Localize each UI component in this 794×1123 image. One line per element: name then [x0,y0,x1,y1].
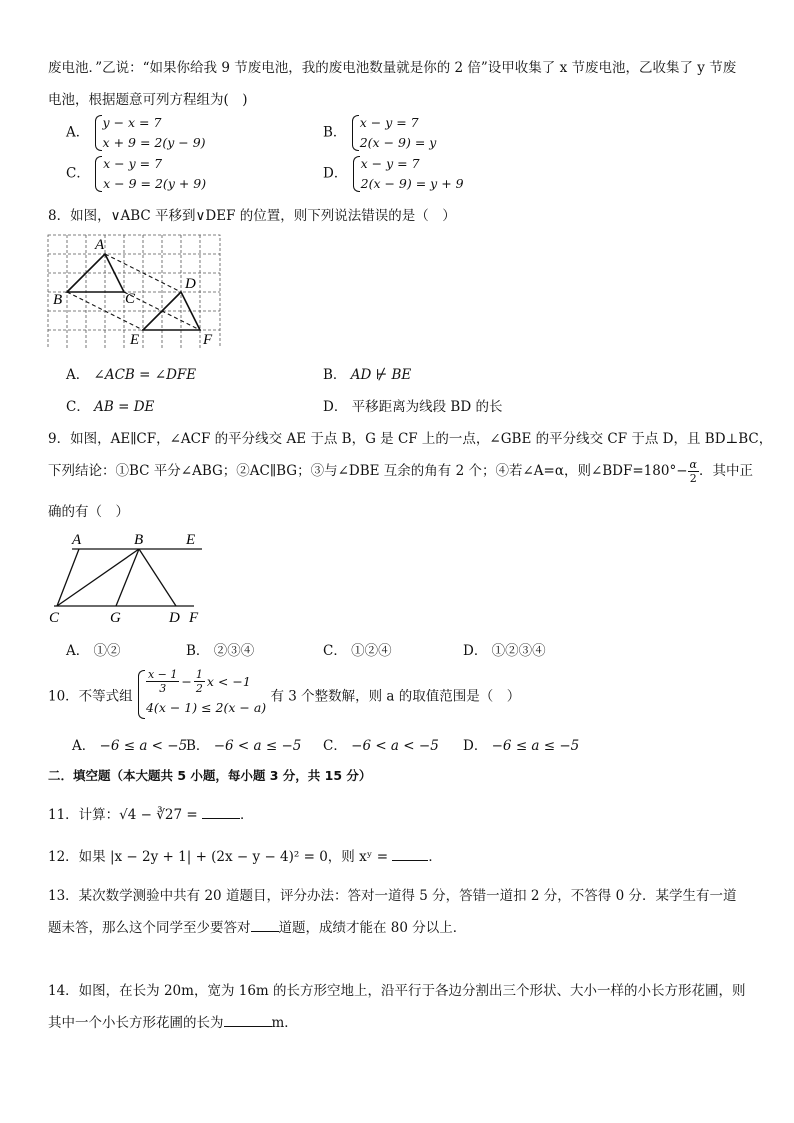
option-label: A． [66,367,90,383]
equation: 2(x − 9) = y [359,135,437,150]
q9-figure [44,530,214,626]
option-label: B． [186,643,210,659]
equation-system [94,113,206,153]
q13-line2-text: 题未答，那么这个同学至少要答对 [48,920,251,936]
fraction-denominator: 2 [195,682,203,695]
answer-blank[interactable] [392,860,428,861]
option-label: D． [323,165,348,182]
q10-option-a[interactable] [72,734,187,754]
point-label-e: E [130,332,140,348]
option-label: B． [323,367,347,383]
option-text: ②③④ [213,643,255,659]
q9-line1: 9．如图，AE∥CF，∠ACF 的平分线交 AE 于点 B，G 是 CF 上的一点，∠GBE 的平分线交 CF 于点 D，且 BD⊥BC， [48,431,773,447]
option-label: A． [66,643,90,659]
option-text: ①② [93,643,121,659]
option-text: −6 ≤ a ≤ −5 [491,738,580,754]
q8-stem: 8．如图，∨ABC 平移到∨DEF 的位置，则下列说法错误的是（ ） [48,208,456,224]
option-label: B． [186,738,210,754]
option-label: C． [323,643,347,659]
point-label-a: A [72,532,82,548]
q11 [48,803,253,823]
q7-option-d[interactable] [323,154,464,194]
q14-line2 [48,1011,298,1031]
q9-line2-tail: ．其中正 [698,463,753,479]
q14-line2-tail: m． [271,1015,298,1031]
option-label: A． [66,124,90,141]
point-label-c: C [49,610,60,626]
q8-figure [44,230,226,348]
q9-line2 [48,458,753,485]
fraction-denominator: 3 [159,682,167,695]
q13-line1: 13．某次数学测验中共有 20 道题目，评分办法：答对一道得 5 分，答错一道扣 2 分，不答得 0 分．某学生有一道 [48,888,737,904]
option-label: B． [323,124,347,141]
equation: 2(x − 9) = y + 9 [360,176,464,191]
inequality-tail: x < −1 [206,673,251,689]
option-label: C． [66,399,90,415]
point-label-a: A [95,237,105,253]
point-label-d: D [185,276,196,292]
option-text: −6 < a < −5 [351,738,439,754]
option-text: AB = DE [94,399,155,415]
q13-line2-tail: 道题，成绩才能在 80 分以上． [278,920,467,936]
q9-option-d[interactable] [463,639,546,659]
option-label: A． [72,738,96,754]
q7-option-a[interactable] [66,113,206,153]
q10-option-c[interactable] [323,734,439,754]
option-label: C． [323,738,347,754]
q8-option-b[interactable] [323,363,411,383]
option-label: D． [463,643,488,659]
q9-option-c[interactable] [323,639,392,659]
equation: y − x = 7 [102,115,162,130]
option-text: ①②③④ [491,643,546,659]
q14-line1: 14．如图，在长为 20m，宽为 16m 的长方形空地上，沿平行于各边分割出三个形状、大小一样的小长方形花圃，则 [48,983,746,999]
operator: − [181,673,192,689]
point-label-d: D [169,610,180,626]
q10-option-d[interactable] [463,734,579,754]
option-text: −6 < a ≤ −5 [213,738,302,754]
segment-ac [57,549,79,606]
answer-blank[interactable] [224,1026,272,1027]
equation: x − y = 7 [103,156,163,171]
inequality-1 [146,668,266,695]
option-label: D． [323,399,348,415]
option-text: ∠ACB = ∠DFE [93,367,197,383]
option-text: ①②④ [351,643,392,659]
q9-line2-text: 下列结论：①BC 平分∠ABG；②AC∥BG；③与∠DBE 互余的角有 2 个；④若∠A=α，则∠BDF=180°− [48,463,688,479]
fraction [194,668,205,695]
point-label-e: E [186,532,196,548]
point-label-g: G [110,610,121,626]
fraction-denominator: 2 [689,472,697,485]
q11-end: ． [239,807,254,823]
option-label: C． [66,165,90,182]
equation: x − 9 = 2(y + 9) [103,176,207,191]
fraction [688,458,699,485]
option-label: D． [463,738,488,754]
q10-stem [48,668,520,721]
q11-text: 11．计算：√4 − ∛27 = [48,807,198,823]
q7-option-b[interactable] [323,113,436,153]
triangle-def [143,292,200,330]
segment-bc [57,549,139,606]
option-text: AD ⊬ BE [350,367,412,383]
answer-blank[interactable] [202,818,240,819]
fraction-numerator: x − 1 [147,668,178,681]
q12-end: ． [428,849,442,865]
point-label-f: F [189,610,199,626]
equation-system [352,154,464,194]
option-text: −6 ≤ a < −5 [99,738,188,754]
q7-option-c[interactable] [66,154,206,194]
q9-option-a[interactable] [66,639,121,659]
q7-line1: 废电池．”乙说：“如果你给我 9 节废电池，我的废电池数量就是你的 2 倍”设甲收集了 x 节废电池，乙收集了 y 节废 [48,60,737,76]
q8-option-c[interactable] [66,395,154,415]
q10-suffix: 有 3 个整数解，则 a 的取值范围是（ ） [270,688,521,705]
point-label-b: B [53,292,63,308]
point-label-f: F [203,332,213,348]
q10-prefix: 10．不等式组 [48,688,133,705]
q12-text: 12．如果 |x − 2y + 1| + (2x − y − 4)² = 0，则 xʸ = [48,849,389,865]
point-label-b: B [134,532,144,548]
option-text: 平移距离为线段 BD 的长 [351,399,503,415]
q12 [48,845,442,865]
q10-option-b[interactable] [186,734,301,754]
equation-system [94,154,206,194]
q8-option-a[interactable] [66,363,196,383]
q8-option-d[interactable] [323,395,502,415]
segment-bd [139,549,176,606]
equation: x − y = 7 [360,156,420,171]
answer-blank[interactable] [251,931,279,932]
q9-line3: 确的有（ ） [48,504,129,520]
inequality-system [137,668,266,721]
fraction-numerator: 1 [195,668,203,681]
equation: x − y = 7 [359,115,419,130]
equation: x + 9 = 2(y − 9) [102,135,206,150]
q9-option-b[interactable] [186,639,254,659]
q7-line2: 电池，根据题意可列方程组为( ) [48,92,248,108]
equation-system [351,113,437,153]
point-label-c: C [125,291,136,307]
section-heading: 二．填空题（本大题共 5 小题，每小题 3 分，共 15 分） [48,768,372,783]
q13-line2 [48,916,466,936]
fraction [146,668,179,695]
inequality-2: 4(x − 1) ≤ 2(x − a) [145,700,267,715]
fraction-numerator: α [689,458,697,471]
q14-line2-text: 其中一个小长方形花圃的长为 [48,1015,224,1031]
